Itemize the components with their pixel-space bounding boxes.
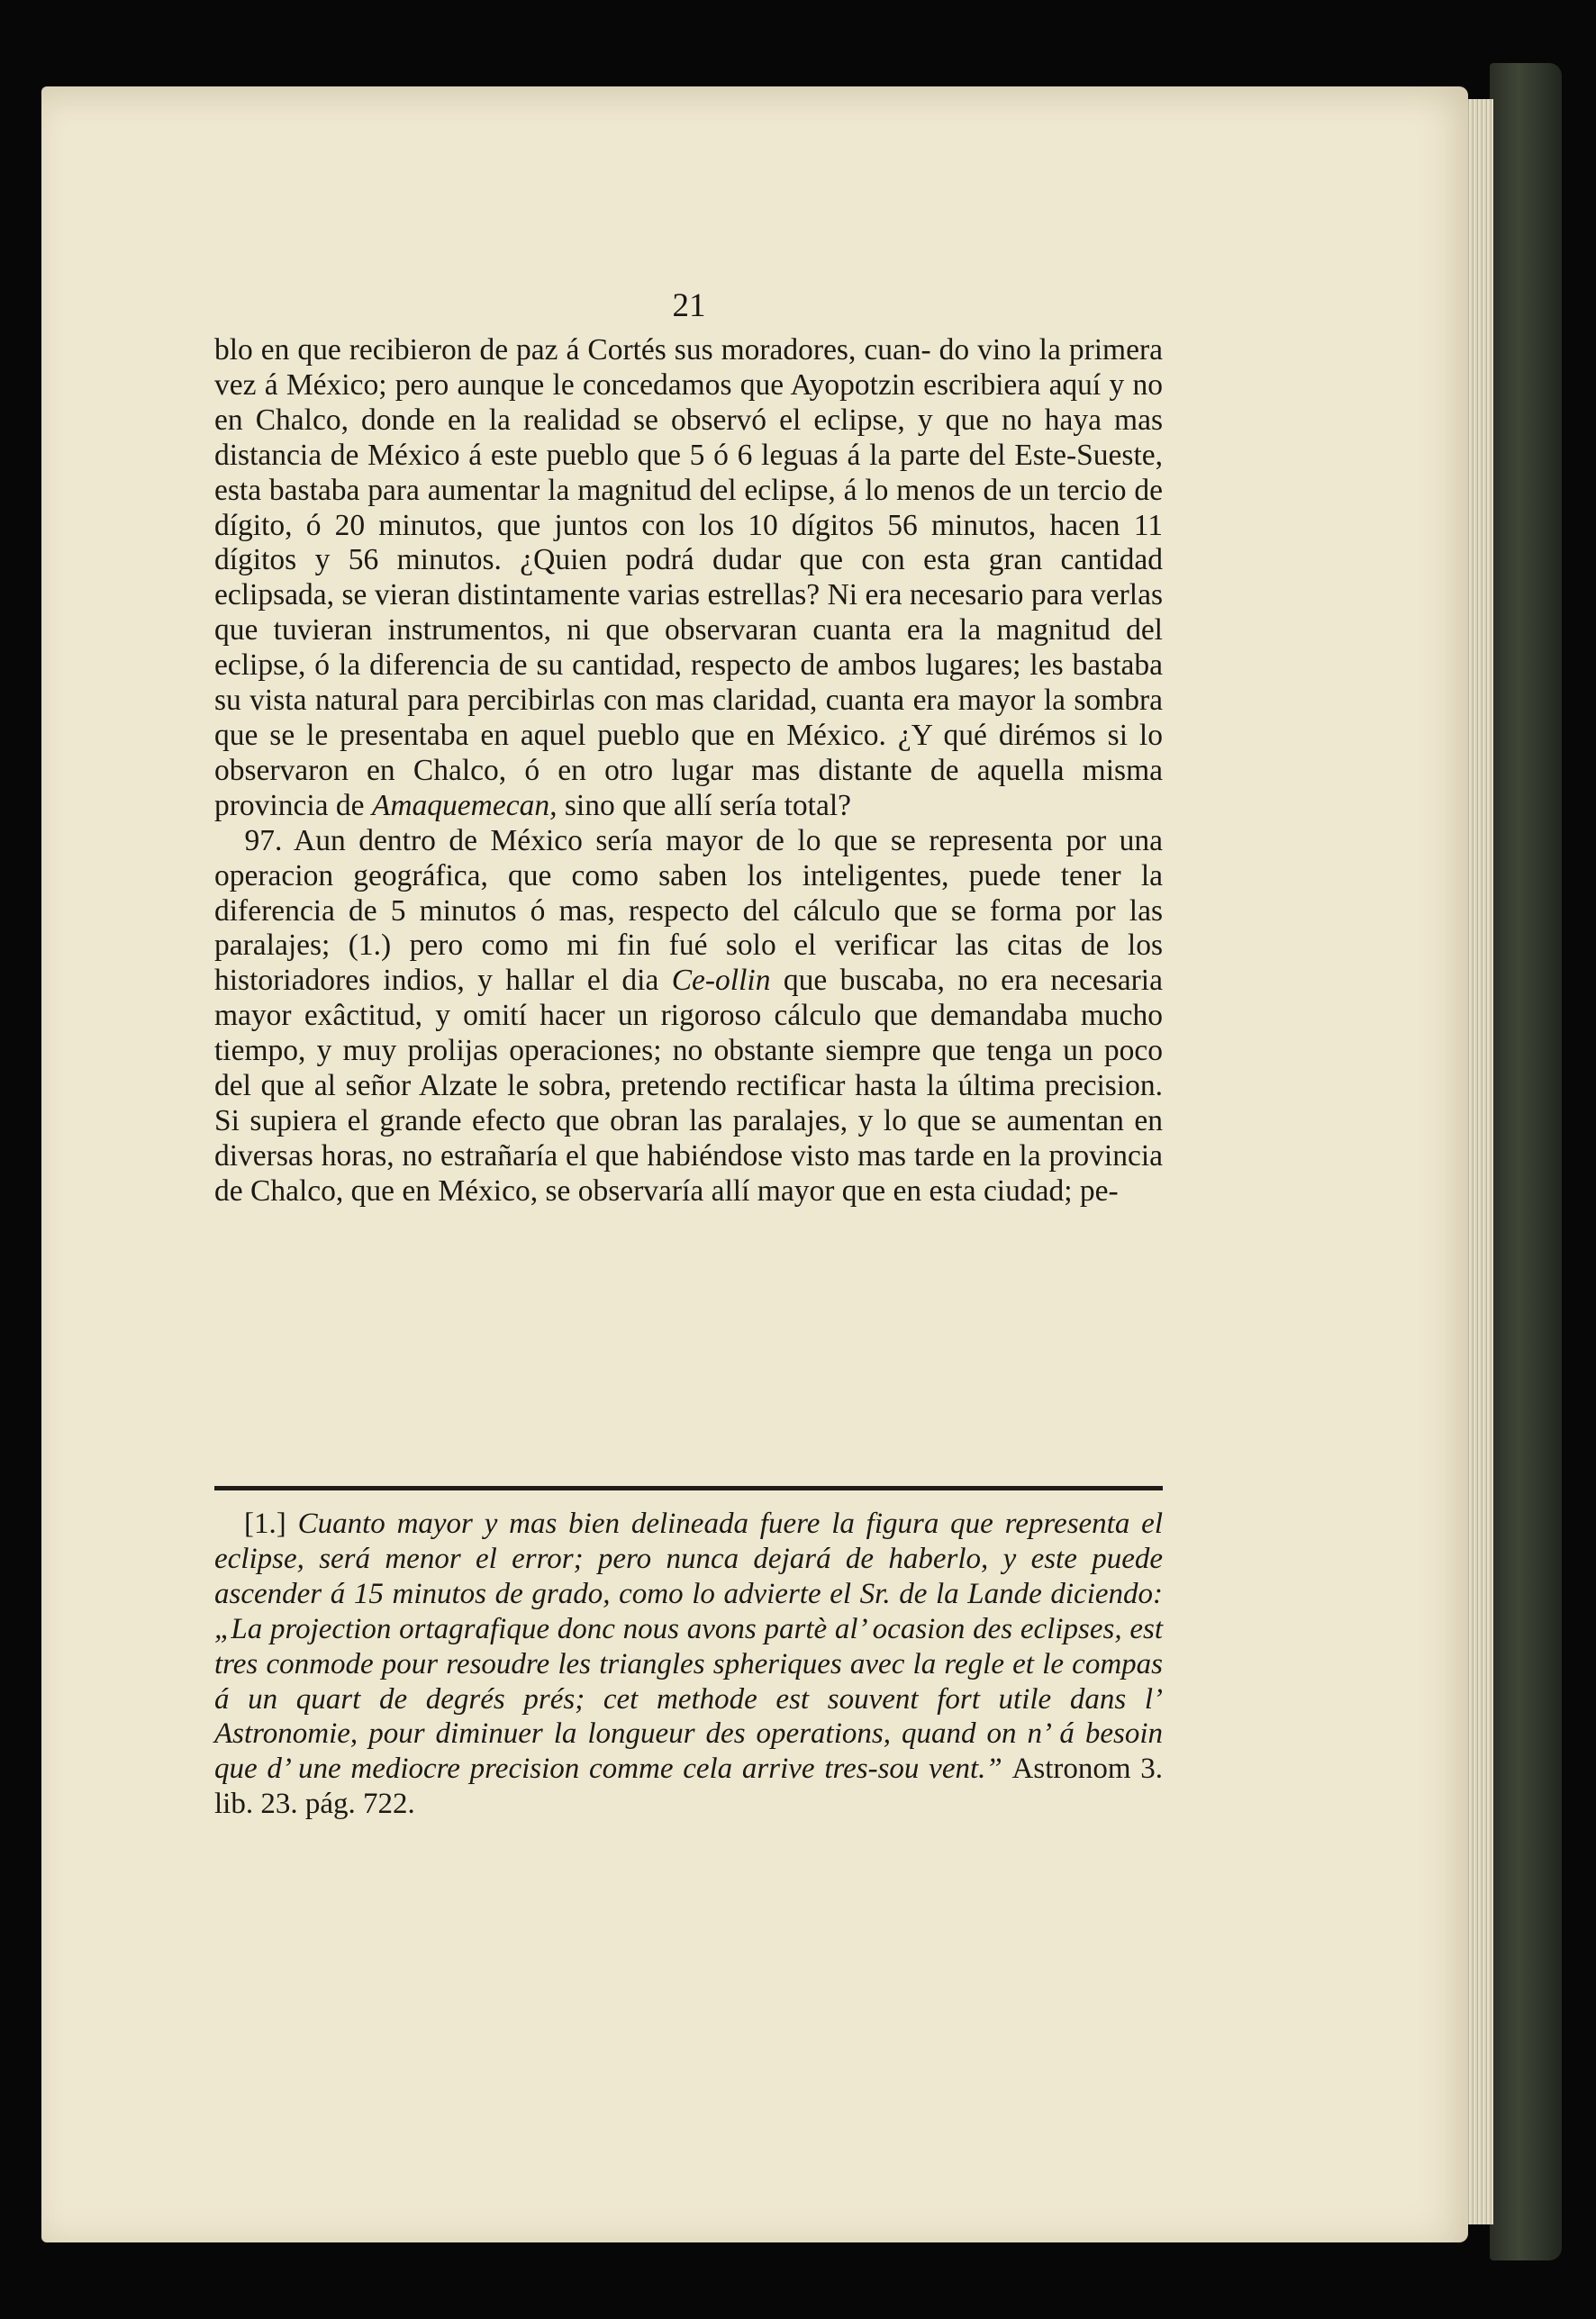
body-paragraph-97-rest: que buscaba, no era necesaria mayor exâctitud, y omití hacer un rigoroso cálculo que demandaba mucho tiempo, y muy prolijas operaciones; no obstante siempre que tenga un poco del que al señor Alzate le sobra, pretendo rectificar hasta la última precision. Si supiera el grande efecto que obran las paralajes, y lo que se aumentan en diversas horas, no estrañaría el que habiéndose visto mas tarde en la provincia de Chalco, que en México, se observaría allí mayor que en esta ciudad; pe- bbox=[214, 964, 1163, 1208]
body-text bbox=[214, 333, 1163, 1209]
footnote-source: Astronom 3. lib. 23. pág. 722. bbox=[214, 1753, 1164, 1821]
page-number: 21 bbox=[672, 287, 706, 324]
body-paragraph-96-end: blo en que recibieron de paz á Cortés sus moradores, cuan- do vino la primera vez á México; pero aunque le concedamos que Ayopotzin escribiera aquí y no en Chalco, donde en la realidad se observó el eclipse, y que no haya mas distancia de México á este pueblo que 5 ó 6 leguas á la parte del Este-Sueste, esta bastaba para aumentar la magnitud del eclipse, á lo menos de un tercio de dígito, ó 20 minutos, que juntos con los 10 dígitos 56 minutos, hacen 11 dígitos y 56 minutos. ¿Quien podrá dudar que con esta gran cantidad eclipsada, se vieran distintamente varias estrellas? Ni era necesario para verlas que tuvieran instrumentos, ni que observaran cuanta era la magnitud del eclipse, ó la diferencia de su cantidad, respecto de ambos lugares; les bastaba su vista natural para percibirlas con mas claridad, cuanta era mayor la sombra que se le presentaba en aquel pueblo que en México. ¿Y qué dirémos si lo observaron en Chalco, ó en otro lugar mas distante de aquella misma provincia de bbox=[214, 333, 1163, 822]
footnote-rule bbox=[214, 1486, 1163, 1490]
book-binding bbox=[1490, 63, 1562, 2260]
day-name-emphasis: Ce-ollin bbox=[671, 964, 771, 998]
footnote-marker: [1.] bbox=[244, 1508, 286, 1540]
place-name-emphasis: Amaquemecan, bbox=[371, 788, 558, 822]
footnote bbox=[214, 1507, 1163, 1822]
footnote-body: Cuanto mayor y mas bien delineada fuere la figura que representa el eclipse, será menor el error; pero nunca dejará de haberlo, y este puede ascender á 15 minutos de grado, como lo advierte el Sr. de la Lande diciendo: „La projection ortagrafique donc nous avons partè al’ ocasion des eclipses, est tres conmode pour resoudre les triangles spheriques avec la regle et le compas á un quart de degrés prés; cet methode est souvent fort utile dans l’ Astronomie, pour diminuer la longueur des operations, quand on n’ á besoin que d’ une mediocre precision comme cela arrive tres-sou vent.” bbox=[214, 1508, 1163, 1786]
body-paragraph-97-start: 97. Aun dentro de México sería mayor de lo que se representa por una operacion geográfica, que como saben los inteligentes, puede tener la diferencia de 5 minutos ó mas, respecto del cálculo que se forma por las paralajes; (1.) pero como mi fin fué solo el verificar las citas de los historiadores indios, y hallar el dia bbox=[214, 823, 1163, 998]
body-paragraph-96-tail: sino que allí sería total? bbox=[564, 788, 852, 822]
